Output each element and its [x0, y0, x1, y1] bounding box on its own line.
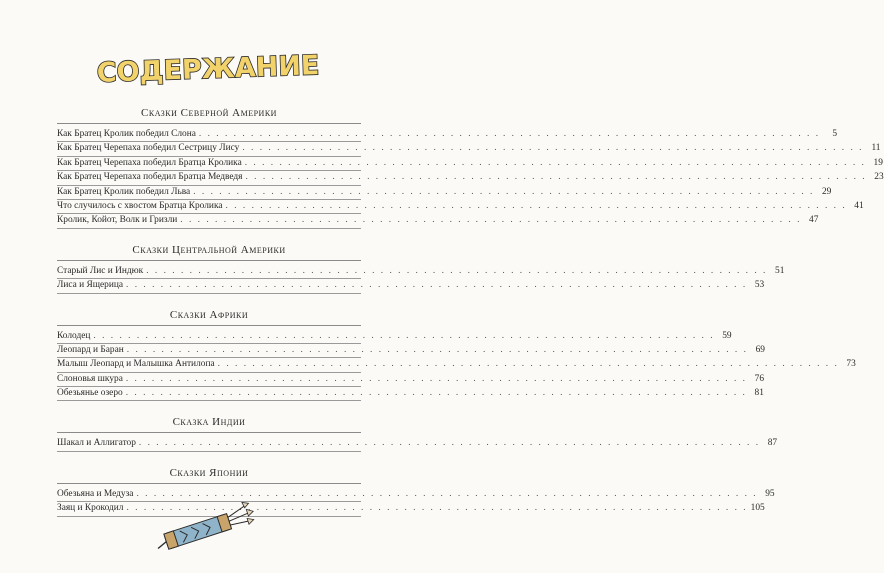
entry-page-number: 53 — [754, 280, 765, 291]
dot-leader — [199, 128, 820, 141]
entry-title: Шакал и Аллигатор — [57, 438, 136, 449]
dot-leader — [245, 171, 866, 184]
entry-page-number: 73 — [846, 359, 856, 370]
toc-entry[interactable] — [57, 373, 765, 387]
section-title: Сказка Индии — [57, 415, 361, 433]
dot-leader — [127, 344, 748, 357]
dot-leader — [245, 157, 866, 170]
toc-section — [57, 308, 856, 402]
entry-page-number: 19 — [873, 157, 883, 168]
toc-section — [57, 415, 778, 451]
entry-page-number: 5 — [832, 129, 838, 139]
table-of-contents — [57, 106, 884, 531]
toc-entry[interactable] — [57, 437, 778, 451]
toc-entry[interactable] — [57, 171, 884, 185]
entry-title: Как Братец Кролик победил Льва — [57, 186, 191, 197]
toc-entry[interactable] — [57, 157, 883, 171]
toc-entry[interactable] — [57, 265, 785, 279]
entry-title: Слоновья шкура — [57, 373, 123, 384]
dot-leader — [242, 142, 863, 155]
entry-title: Что случилось с хвостом Братца Кролика — [57, 200, 223, 211]
entry-title: Как Братец Кролик победил Слона — [57, 129, 196, 139]
dot-leader — [146, 265, 767, 278]
entry-page-number: 81 — [754, 388, 764, 399]
title-text: СОДЕРЖАНИЕ — [96, 50, 320, 89]
entry-title: Лиса и Ящерица — [57, 280, 124, 291]
dot-leader — [126, 373, 747, 386]
title-lettering — [96, 44, 320, 92]
dot-leader — [126, 387, 747, 400]
toc-entry[interactable] — [57, 200, 864, 214]
quiver-with-arrows-icon — [150, 503, 260, 553]
entry-page-number: 76 — [754, 373, 765, 384]
entry-page-number: 69 — [755, 344, 765, 355]
section-title: Сказки Японии — [57, 466, 361, 484]
entry-title: Кролик, Койот, Волк и Гризли — [57, 215, 178, 226]
dot-leader — [136, 488, 757, 501]
toc-entry[interactable] — [57, 358, 856, 372]
toc-entry[interactable] — [57, 214, 819, 228]
section-title: Сказки Африки — [57, 308, 361, 326]
dot-leader — [226, 200, 847, 213]
entry-title: Как Братец Черепаха победил Сестрицу Лису — [57, 143, 240, 154]
toc-entry[interactable] — [57, 488, 775, 502]
entry-page-number: 23 — [874, 172, 884, 183]
toc-section — [57, 106, 884, 229]
entry-title: Леопард и Баран — [57, 344, 124, 355]
entry-page-number: 87 — [767, 438, 778, 449]
entry-title: Как Братец Черепаха победил Братца Кролика — [57, 157, 242, 168]
dot-leader — [139, 437, 760, 450]
entry-page-number: 105 — [750, 503, 765, 514]
entry-page-number: 41 — [854, 200, 864, 211]
toc-entry[interactable] — [57, 387, 764, 401]
section-title: Сказки Центральной Америки — [57, 243, 361, 261]
entry-page-number: 51 — [775, 265, 785, 276]
dot-leader — [93, 330, 714, 343]
toc-entry[interactable] — [57, 344, 765, 358]
entry-page-number: 29 — [821, 186, 832, 197]
entry-title: Старый Лис и Индюк — [57, 265, 144, 276]
dot-leader — [218, 358, 839, 371]
entry-title: Колодец — [57, 330, 91, 341]
toc-entry[interactable] — [57, 279, 765, 293]
page-title — [0, 44, 416, 92]
toc-section — [57, 243, 785, 294]
entry-title: Заяц и Крокодил — [57, 503, 124, 514]
section-title: Сказки Северной Америки — [57, 106, 361, 124]
entry-page-number: 47 — [809, 215, 819, 226]
dot-leader — [180, 214, 801, 227]
entry-page-number: 59 — [722, 330, 732, 341]
toc-entry[interactable] — [57, 128, 838, 142]
dot-leader — [126, 279, 747, 292]
entry-title: Малыш Леопард и Малышка Антилопа — [57, 359, 215, 370]
entry-page-number: 95 — [765, 488, 775, 499]
toc-entry[interactable] — [57, 142, 881, 156]
entry-page-number: 11 — [871, 143, 881, 154]
dot-leader — [193, 186, 814, 199]
entry-title: Обезьянье озеро — [57, 388, 123, 399]
entry-title: Обезьяна и Медуза — [57, 488, 134, 499]
toc-entry[interactable] — [57, 330, 732, 344]
entry-title: Как Братец Черепаха победил Братца Медведя — [57, 172, 243, 183]
toc-entry[interactable] — [57, 186, 832, 200]
